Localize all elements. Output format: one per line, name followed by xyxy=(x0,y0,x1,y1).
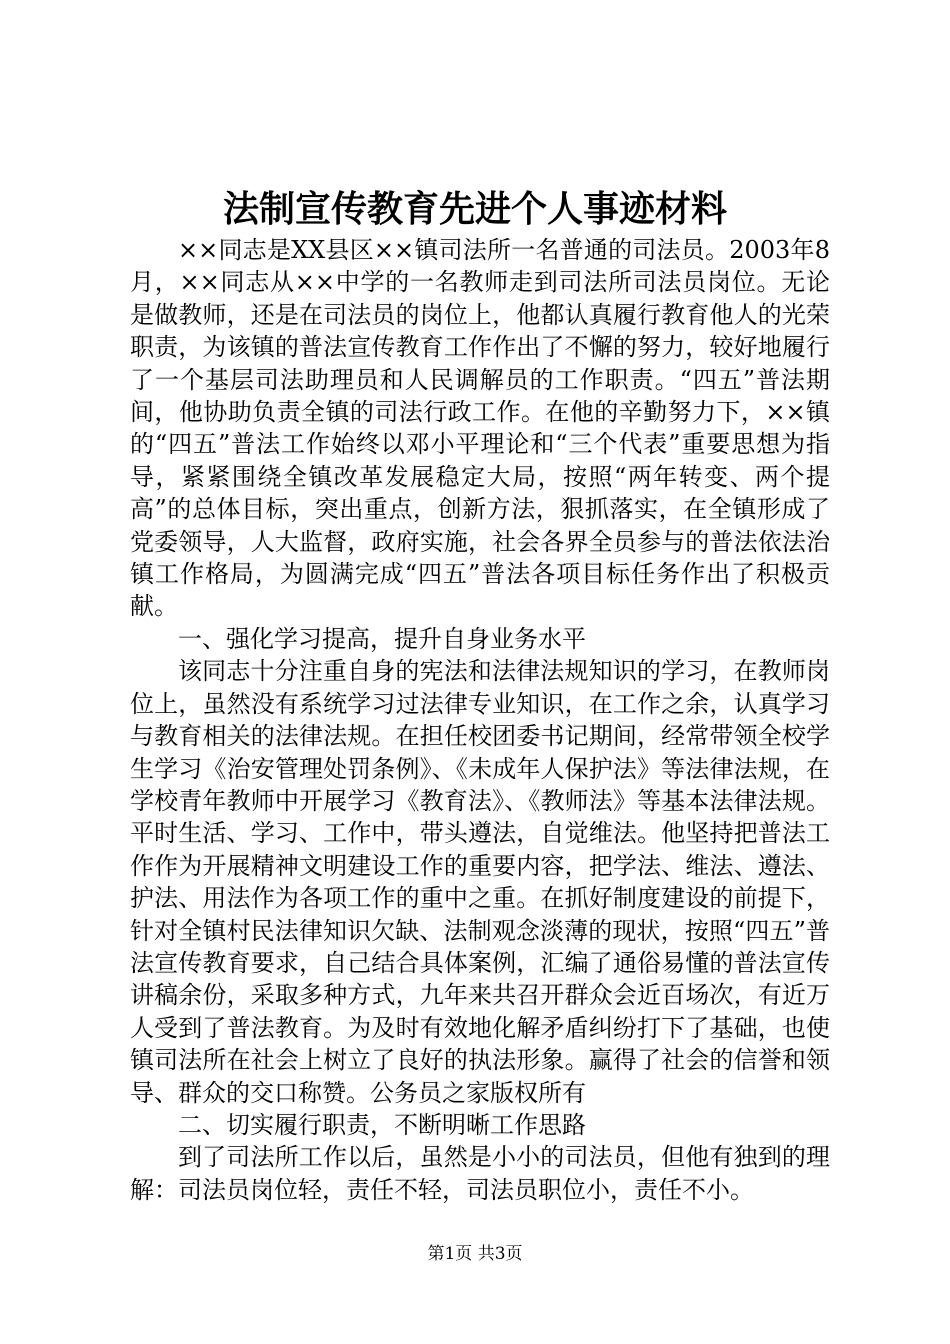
document-body xyxy=(130,234,830,1206)
page-number-footer: 第1页 共3页 xyxy=(427,1244,523,1264)
paragraph-section-1: 该同志十分注重自身的宪法和法律法规知识的学习，在教师岗位上，虽然没有系统学习过法律专业知识，在工作之余，认真学习与教育相关的法律法规。在担任校团委书记期间，经常带领全校学生学习《治安管理处罚条例》、《未成年人保护法》等法律法规，在学校青年教师中开展学习《教育法》、《教师法》等基本法律法规。平时生活、学习、工作中，带头遵法，自觉维法。他坚持把普法工作作为开展精神文明建设工作的重要内容，把学法、维法、遵法、护法、用法作为各项工作的重中之重。在抓好制度建设的前提下，针对全镇村民法律知识欠缺、法制观念淡薄的现状，按照“四五”普法宣传教育要求，自己结合具体案例，汇编了通俗易懂的普法宣传讲稿余份，采取多种方式，九年来共召开群众会近百场次，有近万人受到了普法教育。为及时有效地化解矛盾纠纷打下了基础，也使镇司法所在社会上树立了良好的执法形象。赢得了社会的信誉和领导、群众的交口称赞。公务员之家版权所有 xyxy=(130,657,830,1107)
document-title: 法制宣传教育先进个人事迹材料 xyxy=(222,188,727,230)
section-heading-1: 一、强化学习提高，提升自身业务水平 xyxy=(178,624,586,653)
section-heading-2: 二、切实履行职责，不断明晰工作思路 xyxy=(178,1110,586,1139)
paragraph-section-2: 到了司法所工作以后，虽然是小小的司法员，但他有独到的理解：司法员岗位轻，责任不轻，司法员职位小，责任不小。 xyxy=(130,1143,830,1204)
paragraph-intro: ××同志是XX县区××镇司法所一名普通的司法员。2003年8月，××同志从××中学的一名教师走到司法所司法员岗位。无论是做教师，还是在司法员的岗位上，他都认真履行教育他人的光荣职责，为该镇的普法宣传教育工作作出了不懈的努力，较好地履行了一个基层司法助理员和人民调解员的工作职责。“四五”普法期间，他协助负责全镇的司法行政工作。在他的辛勤努力下，××镇的“四五”普法工作始终以邓小平理论和“三个代表”重要思想为指导，紧紧围绕全镇改革发展稳定大局，按照“两年转变、两个提高”的总体目标，突出重点，创新方法，狠抓落实，在全镇形成了党委领导，人大监督，政府实施，社会各界全员参与的普法依法治镇工作格局，为圆满完成“四五”普法各项目标任务作出了积极贡献。 xyxy=(130,236,830,621)
